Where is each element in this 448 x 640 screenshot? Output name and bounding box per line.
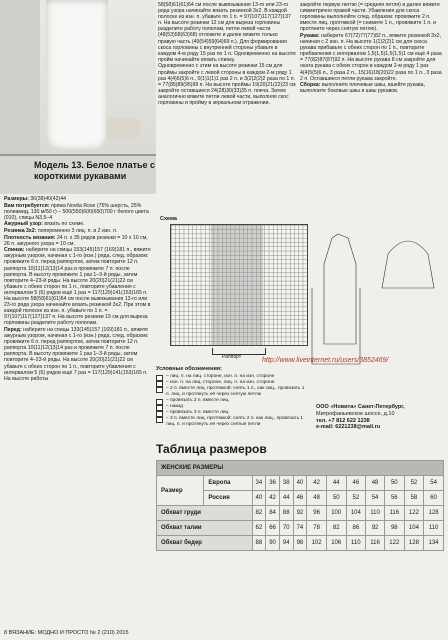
measurement-cell: 122 <box>404 506 424 521</box>
paragraph <box>300 2 444 32</box>
white-dress-illustration <box>46 0 108 150</box>
measurement-row <box>157 521 444 536</box>
paragraph-heading: Сборка: <box>300 82 321 89</box>
measurement-label: Обхват бедер <box>157 536 253 551</box>
paragraph-heading: Плотность вязания: <box>4 234 56 241</box>
model-title: Модель 13. Белое платье с короткими рукавами <box>34 160 156 181</box>
measurement-cell: 78 <box>307 521 327 536</box>
back-pattern-outline <box>312 288 360 364</box>
measurement-cell: 116 <box>366 536 385 551</box>
paragraph <box>4 327 152 382</box>
russia-size-cell: 44 <box>279 491 293 506</box>
measurement-cell: 122 <box>384 536 404 551</box>
europe-size-cell: 44 <box>326 476 346 491</box>
model-hands <box>106 118 140 140</box>
legend-text: – 3 п. вместе лиц. протяжкой: снять 2 п. как лиц., провязать 1 лиц. п. и протянуть её через снятые петли <box>166 416 304 427</box>
knitting-chart <box>170 224 308 346</box>
measurement-label: Обхват груди <box>157 506 253 521</box>
measurement-cell: 110 <box>424 521 444 536</box>
paragraph-text: выполните плечевые швы, вшейте рукава, выполните боковые швы и швы рукавов. <box>300 82 425 95</box>
paragraph-text: пряжа Novita Rose (75% шерсть, 25% полиамид, 130 м/50 г) – 500(550)600(650)700 г белого цвета (010), спицы N3,5–4 <box>4 202 149 221</box>
russia-size-cell: 54 <box>366 491 385 506</box>
paragraph-text: попеременно 3 лиц. п. и 2 изн. п. <box>36 227 118 234</box>
measurement-label: Обхват талии <box>157 521 253 536</box>
paragraph <box>300 33 444 82</box>
europe-size-cell: 50 <box>384 476 404 491</box>
paragraph-text: наберите на спицы 153(145)157 (169)181 п., вяжите ажурным узором, начиная с 1-го (изн.) ряда, след. образом: провяжите 6 п. перед раппортом, затем повторите 12 п. раппорта 10(11)12(13)14 раз и провяжите 7 п. после раппорта. В высоту провяжите 1 раз 1–3-й ряды, затем повторите 4–23-й ряды. На высоте 20(20)21(21)22 см убавьте с обеих сторон по 1 п., повторите убавления с интервалом 5 (6) рядов ещё 1 раз = 117(129)141(153)165 п. На высоте 58(58)61(61)64 см после вывязывания 13-го или 23-го ряда узора начинайте вязать резинкой 3х2. При этом в каждой полоске из изн. п. убавьте по 1 п. = 97(107)117(127)137 п. На высоте резинки 15 см для выреза горловины разделите работу пополам. <box>4 247 151 327</box>
measurement-cell: 94 <box>279 536 293 551</box>
measurement-cell: 104 <box>346 506 366 521</box>
publisher-contacts <box>316 404 444 431</box>
paragraph-heading: Рукава: <box>300 32 320 39</box>
measurement-cell: 88 <box>252 536 266 551</box>
paragraph-text: закройте первую петлю (= средняя петля) и далее вяжите симметрично правой части. Убавления для скоса горловины выполняйте след. образом: провяжите 2 п. вместе лиц. протяжкой (= снимите 1 п., провяжите 1 п. и протяните через снятую петлю). <box>300 2 440 33</box>
europe-size-cell: 42 <box>307 476 327 491</box>
measurement-cell: 106 <box>326 536 346 551</box>
paragraph-text: вязать по схеме. <box>42 221 85 228</box>
size-table-title: Таблица размеров <box>156 442 267 456</box>
publisher-name: ООО «Новита» Санкт-Петербург, <box>316 404 405 410</box>
legend-text: – изн. п. на лиц. стороне, лиц. п. на изн. стороне <box>166 380 275 385</box>
measurement-cell: 86 <box>346 521 366 536</box>
paragraph <box>158 63 296 106</box>
measurement-cell: 74 <box>293 521 307 536</box>
measurement-cell: 102 <box>307 536 327 551</box>
rapport-shading <box>211 225 263 345</box>
measurement-cell: 104 <box>404 521 424 536</box>
paragraph <box>158 2 296 63</box>
measurement-cell: 82 <box>252 506 266 521</box>
europe-size-cell: 38 <box>279 476 293 491</box>
europe-size-cell: 54 <box>424 476 444 491</box>
schema-label: Схема <box>160 216 177 222</box>
measurement-cell: 110 <box>346 536 366 551</box>
measurement-cell: 96 <box>307 506 327 521</box>
instructions-column-2 <box>158 2 296 107</box>
legend-text: – накид <box>166 404 183 409</box>
paragraph-heading: Вам потребуется: <box>4 202 50 209</box>
paragraph-text: наберите 67(72)77(77)82 п., вяжите резинкой 3х2, начиная с 2 изн. п. На высоте 1(1)2(2)1 см для скоса рукава прибавьте с обеих сторон по 1 п., повторите прибавления с интервалом 1,5(1,5)1,5(1,5)1 см ещё 4 раза = 77(82)87(87)92 п. На высоте рукава 8 см закройте для оката рукава с обеих сторон в каждом 2-м ряду 1 раз 4(4)5(5)6 п., 3 раза 2 п., 15(16)18(20)22 раза по 1 п., 3 раза 2 п. Оставшиеся петли рукава закройте. <box>300 32 442 82</box>
russia-size-cell: 60 <box>424 491 444 506</box>
legend-text: – 2 п. вместе лиц. протяжкой: снять 1 п., как лиц., провязать 1 п. лиц. и протянуть её через снятую петлю <box>166 386 305 397</box>
measurement-cell: 62 <box>252 521 266 536</box>
model-caption <box>0 154 156 194</box>
russia-size-cell: 48 <box>307 491 327 506</box>
russia-size-cell: 46 <box>293 491 307 506</box>
paragraph <box>300 82 444 94</box>
paragraph <box>4 196 152 202</box>
paragraph <box>4 221 152 227</box>
paragraph-text: Одновременно с этим на высоте резинки 15 см для проймы закройте с левой стороны в каждом 2-м ряду 1 раз 4(4)5(5)6 п., 0(1)1(1)1 раз 2 п. и 3(2)2(2)2 раза по 1 п. = 77(85)89(95)99 п. На высоте проймы 19(20)21(22)23 см закройте оставшиеся 24(28)30(33)35 п. плеча. Затем аналогично вяжите петли левой части, выполняя скос горловины и пройму в зеркальном отражении. <box>158 63 296 106</box>
russia-size-cell: 50 <box>326 491 346 506</box>
measurement-cell: 110 <box>366 506 385 521</box>
europe-size-cell: 34 <box>252 476 266 491</box>
russia-size-cell: 58 <box>404 491 424 506</box>
europe-size-cell: 48 <box>366 476 385 491</box>
instructions-column-3 <box>300 2 444 95</box>
rapport-label: Раппорт <box>222 354 242 360</box>
paragraph-text: 58(58)61(61)64 см после вывязывания 13-го или 23-го ряда узора начинайте вязать резинкой 3х2. В каждой полоске из изн. п. убавьте по 1 п. = 97(107)117(127)137 п. На высоте резинки 12 см для выреза горловины разделите работу пополам, петли левой части (48(53)58(63)68) отложите и далее вяжите только правую часть (49(54)59(64)69 п.). Для формирования скоса горловины с внутренней стороны убавьте в каждом 4-м ряду 15 раз по 1 п. Одновременно на высоте пройм начинайте вязать спинку. <box>158 2 296 63</box>
measurement-cell: 92 <box>293 506 307 521</box>
paragraph-heading: Размеры: <box>4 196 29 202</box>
europe-size-cell: 40 <box>293 476 307 491</box>
measurement-cell: 98 <box>293 536 307 551</box>
measurement-cell: 100 <box>326 506 346 521</box>
source-url[interactable]: http://www.liveinternet.ru/users/3852469/ <box>262 357 389 364</box>
measurement-row <box>157 506 444 521</box>
paragraph <box>4 228 152 234</box>
paragraph-text: 36(38)40(42)44 <box>28 196 67 202</box>
measurement-cell: 84 <box>266 506 280 521</box>
instructions-column-1 <box>4 196 152 382</box>
paragraph-heading: Ажурный узор: <box>4 221 43 228</box>
legend-item <box>156 386 306 398</box>
legend-symbol-icon <box>156 387 163 393</box>
publisher-phone: тел. +7 812 622 1238 <box>316 417 370 424</box>
size-table-header: ЖЕНСКИЕ РАЗМЕРЫ <box>157 461 444 476</box>
paragraph <box>4 203 152 221</box>
paragraph-text: 24 п. х 35 рядов резинки = 10 х 10 см, 26 п. ажурного узора = 10 см. <box>4 234 148 247</box>
paragraph-heading: Перед: <box>4 326 22 333</box>
measurement-cell: 92 <box>366 521 385 536</box>
measurement-cell: 70 <box>279 521 293 536</box>
paragraph-heading: Резинка 3х2: <box>4 227 37 234</box>
size-label: Размер <box>157 476 204 506</box>
russia-size-cell: 52 <box>346 491 366 506</box>
russia-size-cell: 40 <box>252 491 266 506</box>
europe-size-cell: 46 <box>346 476 366 491</box>
measurement-cell: 88 <box>279 506 293 521</box>
size-table <box>156 460 444 551</box>
publisher-address: Митрофаньевское шоссе, д.10 <box>316 410 395 417</box>
legend-text: – лиц. п. на лиц. стороне, изн. п. на изн. стороне <box>166 374 275 379</box>
measurement-cell: 66 <box>266 521 280 536</box>
legend-symbol-icon <box>156 417 163 423</box>
europe-size-cell: 52 <box>404 476 424 491</box>
legend-text: – провязать 2 п. вместе лиц. <box>166 398 230 403</box>
garment-pattern-drawing <box>310 224 438 374</box>
russia-label: Россия <box>204 491 252 506</box>
russia-size-cell: 42 <box>266 491 280 506</box>
legend-title: Условные обозначения: <box>156 366 222 372</box>
paragraph-heading: Спинка: <box>4 247 25 254</box>
measurement-cell: 116 <box>384 506 404 521</box>
measurement-cell: 98 <box>384 521 404 536</box>
paragraph <box>4 235 152 247</box>
legend-item <box>156 416 306 428</box>
measurement-cell: 90 <box>266 536 280 551</box>
paragraph-text: наберите на спицы 133(145)157 (169)181 п., вяжите ажурным узором, начиная с 1-го (изн.) ряда, след. образом: провяжите 6 п. перед раппортом, затем повторите 12 п. раппорта 10(11)12(13)14 раз и провяжите 7 п. после раппорта. В высоту провяжите 1 раз 1–3-й ряды, затем повторите 4–23-й ряды. На высоте 20(20)21(21)22 см убавьте с обеих сторон по 1 п., повторите убавления с интервалом 5 (6) рядов ещё 7 раз = 117(129)141(153)165 п. На высоте работы <box>4 326 149 382</box>
page-footer: 8 ВЯЗАНИЕ: МОДНО И ПРОСТО № 2 (210) 2015 <box>4 630 129 636</box>
publisher-email: e-mail: 6221238@mail.ru <box>316 424 381 431</box>
legend-text: – провязать 3 п. вместе лиц. <box>166 410 230 415</box>
front-pattern-outline <box>324 234 356 344</box>
paragraph <box>4 247 152 326</box>
measurement-row <box>157 536 444 551</box>
measurement-cell: 82 <box>326 521 346 536</box>
measurement-cell: 134 <box>424 536 444 551</box>
measurement-cell: 128 <box>404 536 424 551</box>
europe-size-cell: 36 <box>266 476 280 491</box>
measurement-cell: 128 <box>424 506 444 521</box>
sleeve-pattern-outline <box>382 241 434 288</box>
russia-size-cell: 56 <box>384 491 404 506</box>
legend <box>156 366 306 428</box>
europe-label: Европа <box>204 476 252 491</box>
